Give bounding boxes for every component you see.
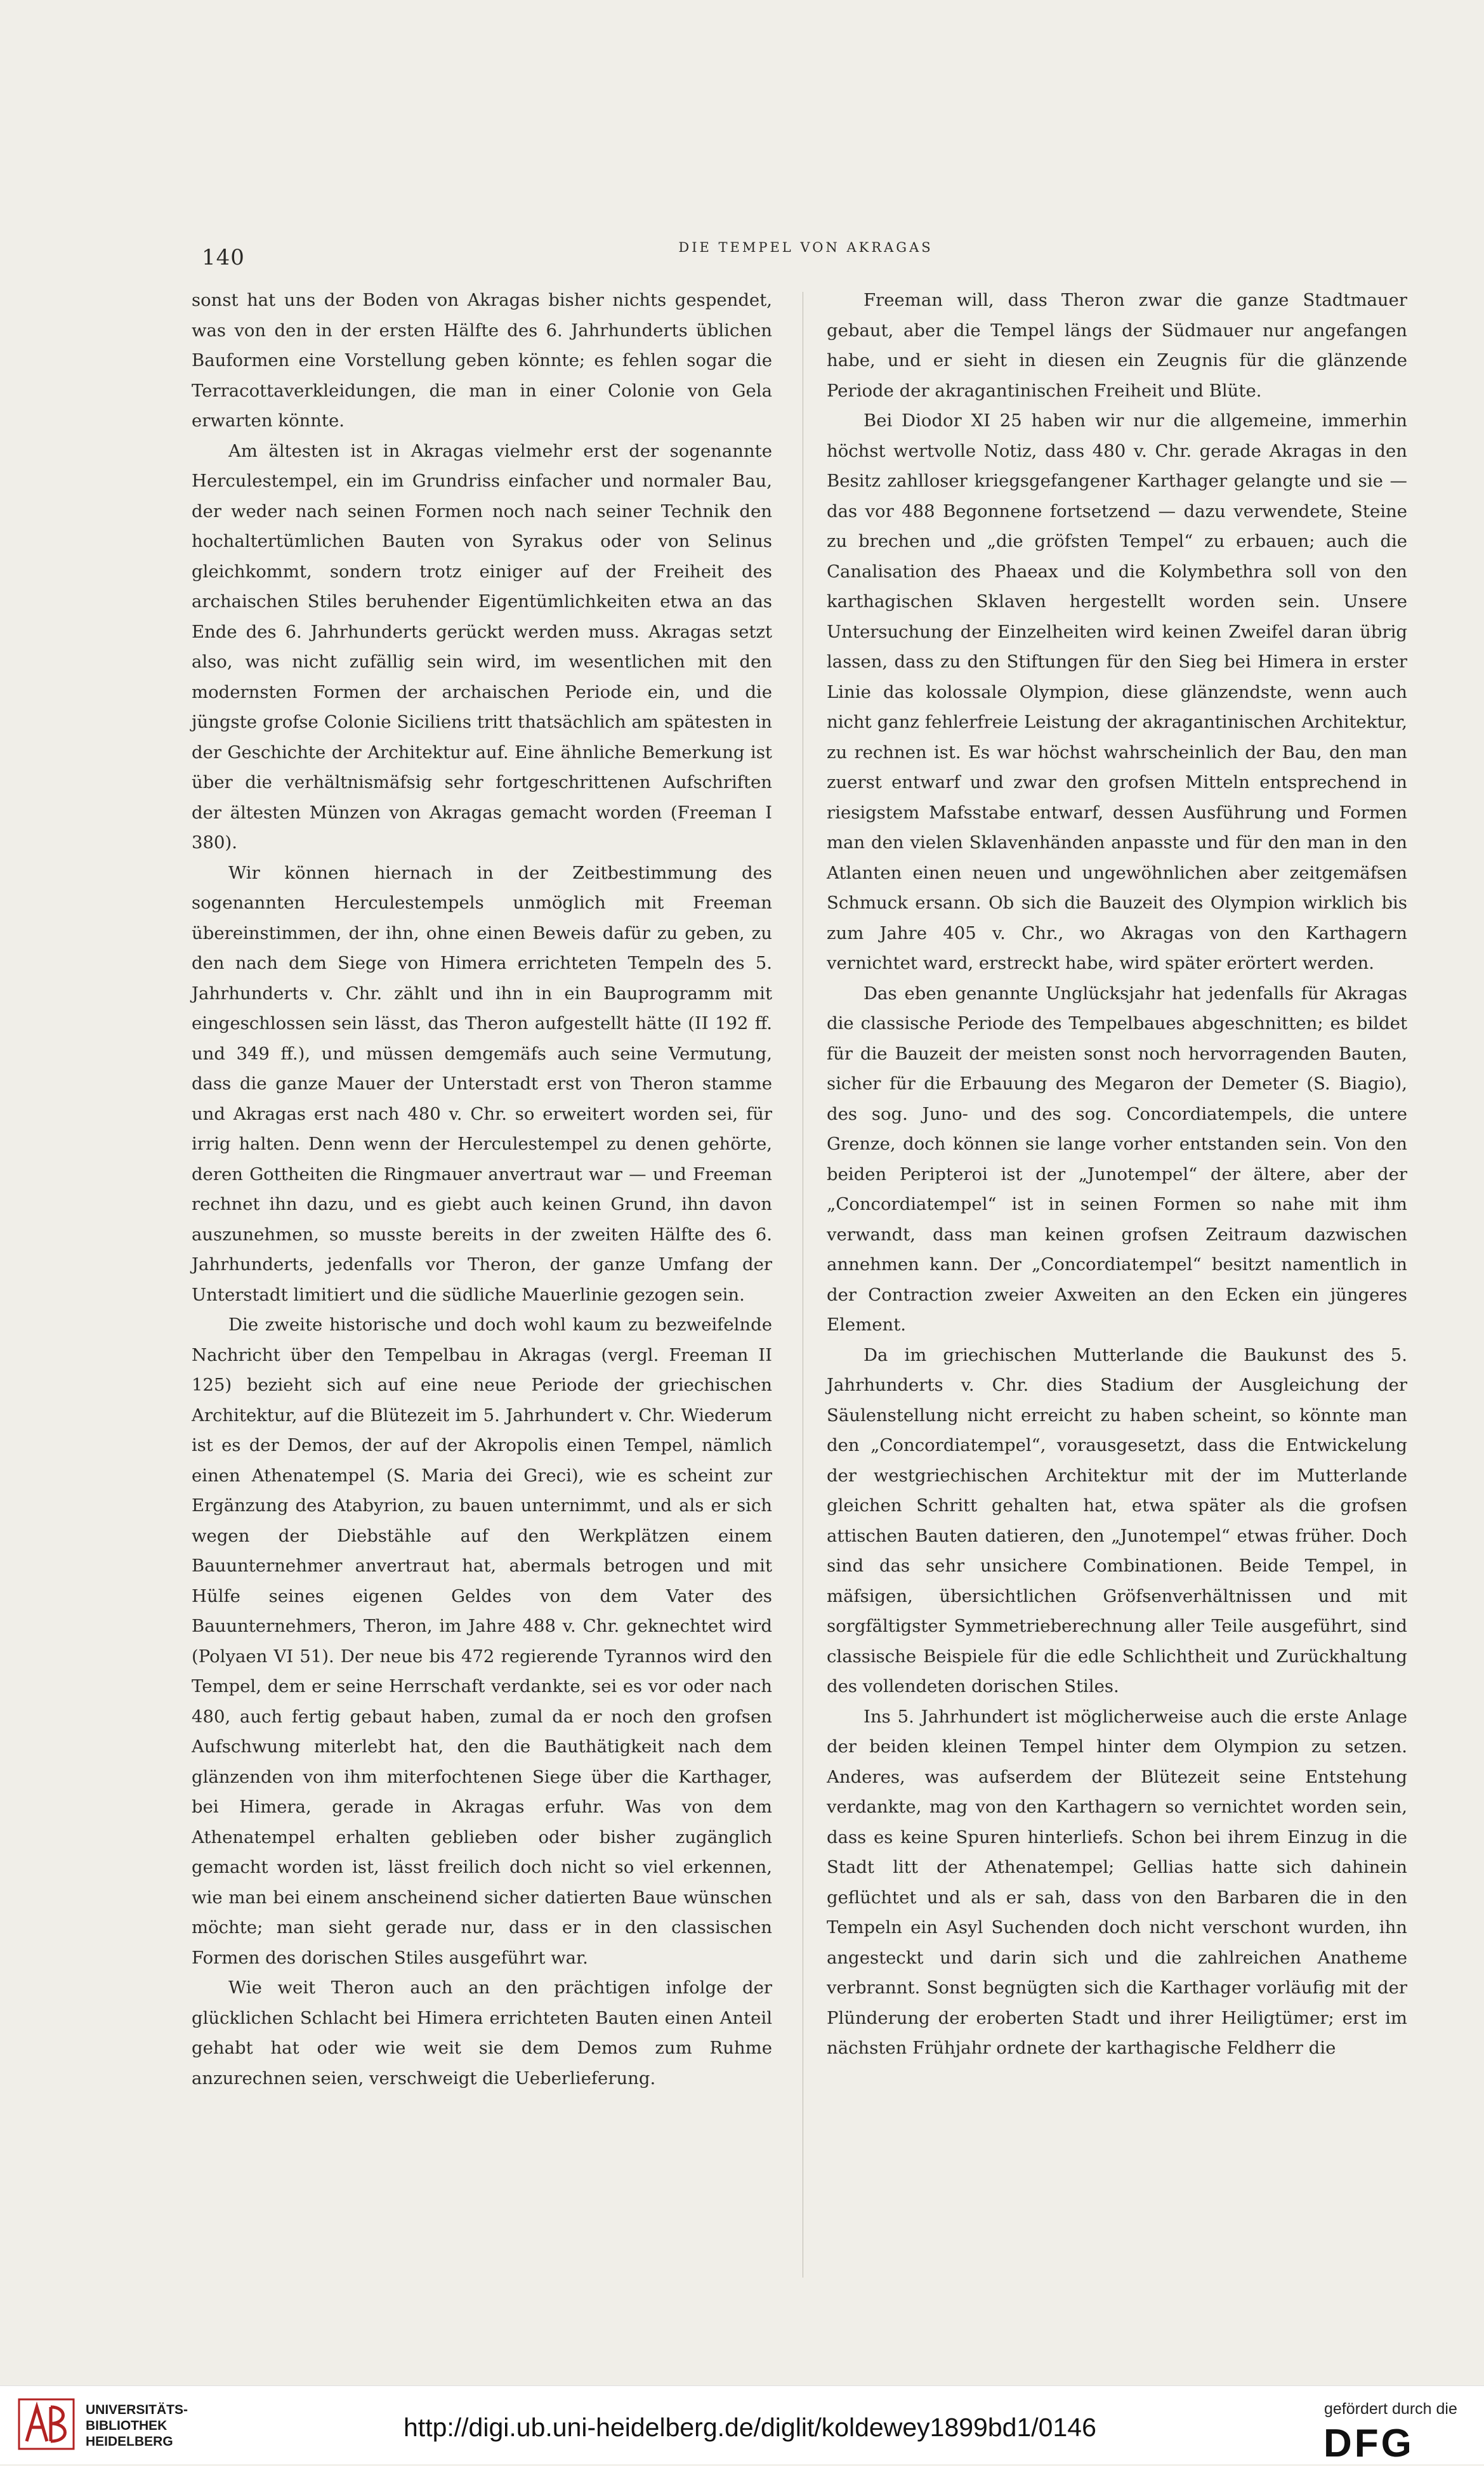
paragraph: Ins 5. Jahrhundert ist möglicherweise auch die erste Anlage der beiden kleinen Tempel hinter dem Olympion zu setzen. Anderes, was aufserdem der Blütezeit seine Entstehung verdankte, mag von den Karthagern so vernichtet worden sein, dass es keine Spuren hinterliefs. Schon bei ihrem Einzug in die Stadt litt der Athenatempel; Gellias hatte sich dahinein geflüchtet und als er sah, dass von den Barbaren die in den Tempeln ein Asyl Suchenden doch nicht verschont wurden, ihn angesteckt und darin sich und die zahlreichen Anatheme verbrannt. Sonst begnügten sich die Karthager vorläufig mit der Plünderung der eroberten Stadt und ihrer Heiligtümer; erst im nächsten Frühjahr ordnete der karthagische Feldherr die bbox=[827, 1706, 1407, 2058]
running-head: DIE TEMPEL VON AKRAGAS bbox=[678, 240, 933, 255]
library-name-line: HEIDELBERG bbox=[86, 2434, 173, 2449]
library-name-line: BIBLIOTHEK bbox=[86, 2418, 167, 2433]
permalink-url[interactable]: http://digi.ub.uni-heidelberg.de/diglit/koldewey1899bd1/0146 bbox=[404, 2413, 1096, 2442]
paragraph: Da im griechischen Mutterlande die Baukunst des 5. Jahrhunderts v. Chr. dies Stadium der Ausgleichung der Säulenstellung nicht erreicht zu haben scheint, so könnte man den „Concordiatempel“, vorausgesetzt, dass die Entwickelung der westgriechischen Architektur mit der im Mutterlande gleichen Schritt gehalten hat, etwa später als die grofsen attischen Bauten datieren, den „Junotempel“ etwas früher. Doch sind das sehr unsichere Combinationen. Beide Tempel, in mäfsigen, übersichtlichen Gröfsenverhältnissen und mit sorgfältigster Symmetrieberechnung aller Teile ausgeführt, sind classische Beispiele für die edle Schlichtheit und Zurückhaltung des vollendeten dorischen Stiles. bbox=[827, 1344, 1407, 1696]
paragraph: Wie weit Theron auch an den prächtigen infolge der glücklichen Schlacht bei Himera errichteten Bauten einen Anteil gehabt hat oder wie weit sie dem Demos zum Ruhme anzurechnen seien, verschweigt die Ueberlieferung. bbox=[192, 1977, 772, 2089]
left-column bbox=[192, 285, 772, 2094]
paragraph: Das eben genannte Unglücksjahr hat jedenfalls für Akragas die classische Periode des Tempelbaues abgeschnitten; es bildet für die Bauzeit der meisten sonst noch hervorragenden Bauten, sicher für die Erbauung des Megaron der Demeter (S. Biagio), des sog. Juno- und des sog. Concordiatempels, die untere Grenze, doch können sie lange vorher entstanden sein. Von den beiden Peripteroi ist der „Junotempel“ der ältere, aber der „Concordiatempel“ ist in seinen Formen so nahe mit ihm verwandt, dass man keinen grofsen Zeitraum dazwischen annehmen kann. Der „Concordiatempel“ besitzt namentlich in der Contraction zweier Axweiten an den Ecken ein jüngeres Element. bbox=[827, 983, 1407, 1335]
paragraph: sonst hat uns der Boden von Akragas bisher nichts gespendet, was von den in der ersten Hälfte des 6. Jahrhunderts üblichen Bauformen eine Vorstellung geben könnte; es fehlen sogar die Terracottaverkleidungen, die man in einer Colonie von Gela erwarten könnte. bbox=[192, 290, 772, 431]
funded-by-label: gefördert durch die bbox=[1324, 2400, 1457, 2418]
paragraph: Die zweite historische und doch wohl kaum zu bezweifelnde Nachricht über den Tempelbau in Akragas (vergl. Freeman II 125) bezieht sich auf eine neue Periode der griechischen Architektur, auf die Blütezeit im 5. Jahrhundert v. Chr. Wiederum ist es der Demos, der auf der Akropolis einen Tempel, nämlich einen Athenatempel (S. Maria dei Greci), wie es scheint zur Ergänzung des Atabyrion, zu bauen unternimmt, und als er sich wegen der Diebstähle auf den Werkplätzen einem Bauunternehmer anvertraut hat, abermals betrogen und mit Hülfe seines eigenen Geldes von dem Vater des Bauunternehmers, Theron, im Jahre 488 v. Chr. geknechtet wird (Polyaen VI 51). Der neue bis 472 regierende Tyrannos wird den Tempel, dem er seine Herrschaft verdankte, sei es vor oder nach 480, auch fertig gebaut haben, zumal da er noch den grofsen Aufschwung miterlebt hat, den die Bauthätigkeit nach dem glänzenden von ihm miterfochtenen Siege über die Karthager, bei Himera, gerade in Akragas erfuhr. Was von dem Athenatempel erhalten geblieben oder bisher zugänglich gemacht worden ist, lässt freilich doch nicht so viel erkennen, wie man bei einem anscheinend sicher datierten Baue wünschen möchte; man sieht gerade nur, dass er in den classischen Formen des dorischen Stiles ausgeführt war. bbox=[192, 1315, 772, 1968]
library-name bbox=[86, 2402, 188, 2450]
paragraph: Freeman will, dass Theron zwar die ganze Stadtmauer gebaut, aber die Tempel längs der Südmauer nur angefangen habe, und er sieht in diesen ein Zeugnis für die glänzende Periode der akragantinischen Freiheit und Blüte. bbox=[827, 290, 1407, 401]
page-number: 140 bbox=[202, 245, 245, 270]
library-name-line: UNIVERSITÄTS- bbox=[86, 2403, 188, 2417]
paragraph: Wir können hiernach in der Zeitbestimmung des sogenannten Herculestempels unmöglich mit Freeman übereinstimmen, der ihn, ohne einen Beweis dafür zu geben, zu den nach dem Siege von Himera errichteten Tempeln des 5. Jahrhunderts v. Chr. zählt und ihn in ein Bauprogramm mit eingeschlossen sein lässt, das Theron aufgestellt hätte (II 192 ff. und 349 ff.), und müssen demgemäfs auch seine Vermutung, dass die ganze Mauer der Unterstadt erst von Theron stamme und Akragas erst nach 480 v. Chr. so erweitert worden sei, für irrig halten. Denn wenn der Herculestempel zu denen gehörte, deren Gottheiten die Ringmauer anvertraut war — und Freeman rechnet ihn dazu, und es giebt auch keinen Grund, ihn davon auszunehmen, so musste bereits in der zweiten Hälfte des 6. Jahrhunderts, jedenfalls vor Theron, der ganze Umfang der Unterstadt limitiert und die südliche Mauerlinie gezogen sein. bbox=[192, 862, 772, 1305]
university-library-logo-icon bbox=[18, 2398, 75, 2450]
paragraph: Am ältesten ist in Akragas vielmehr erst der sogenannte Herculestempel, ein im Grundriss einfacher und normaler Bau, der weder nach seinen Formen noch nach seiner Technik den hochaltertümlichen Bauten von Syrakus oder von Selinus gleichkommt, sondern trotz einiger auf der Freiheit des archaischen Stiles beruhender Eigentümlichkeiten etwa an das Ende des 6. Jahrhunderts gerückt werden muss. Akragas setzt also, was nicht zufällig sein wird, im wesentlichen mit den modernsten Formen der archaischen Periode ein, und die jüngste grofse Colonie Siciliens tritt thatsächlich am spätesten in der Geschichte der Architektur auf. Eine ähnliche Bemerkung ist über die verhältnismäfsig sehr fortgeschrittenen Aufschriften der ältesten Münzen von Akragas gemacht worden (Freeman I 380). bbox=[192, 440, 772, 853]
right-column bbox=[827, 285, 1407, 2064]
dfg-logo: DFG bbox=[1323, 2422, 1414, 2465]
paragraph: Bei Diodor XI 25 haben wir nur die allgemeine, immerhin höchst wertvolle Notiz, dass 480 v. Chr. gerade Akragas in den Besitz zahlloser kriegsgefangener Karthager gelangte und sie — das vor 488 Begonnene fortsetzend — dazu verwendete, Steine zu brechen und „die gröfsten Tempel“ zu erbauen; auch die Canalisation des Phaeax und die Kolymbethra soll von den karthagischen Sklaven hergestellt worden sein. Unsere Untersuchung der Einzelheiten wird keinen Zweifel daran übrig lassen, dass zu den Stiftungen für den Sieg bei Himera in erster Linie das kolossale Olympion, diese glänzendste, wenn auch nicht ganz fehlerfreie Leistung der akragantinischen Architektur, zu rechnen ist. Es war höchst wahrscheinlich der Bau, den man zuerst entwarf und zwar den grofsen Mitteln entsprechend in riesigstem Mafsstabe entwarf, dessen Ausführung und Formen man den vielen Sklavenhänden anpasste und für den man in den Atlanten einen neuen und ungewöhnlichen aber zeitgemäfsen Schmuck ersann. Ob sich die Bauzeit des Olympion wirklich bis zum Jahre 405 v. Chr., wo Akragas von den Karthagern vernichtet ward, erstreckt habe, wird später erörtert werden. bbox=[827, 410, 1407, 973]
